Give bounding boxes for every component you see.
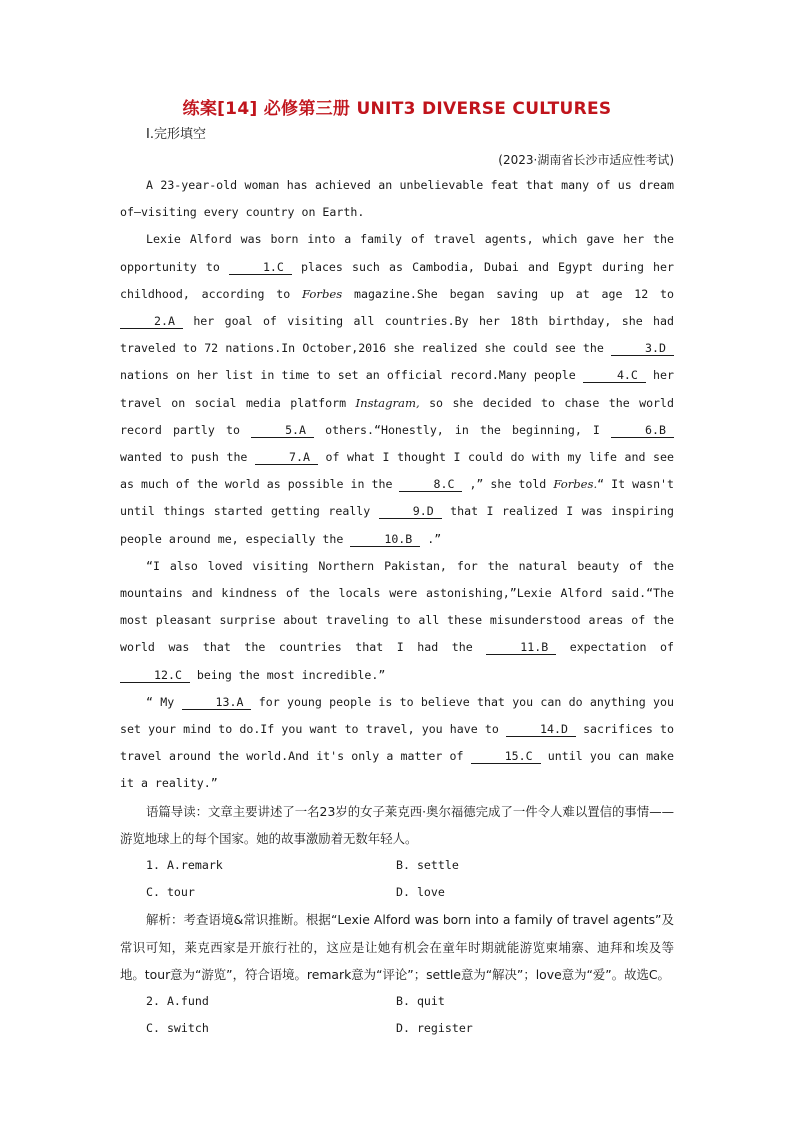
text: sacrifices to travel around the world.And it's only a matter of — [120, 722, 674, 764]
text: of what I thought I could do with my life and see as much of the world as possible in the — [120, 450, 674, 492]
blank-answer-5: 5.A — [251, 423, 314, 438]
text: “ It wasn't until things started getting really — [120, 477, 675, 519]
analysis-1: 解析：考查语境&常识推断。根据“Lexie Alford was born into a family of travel agents”及常识可知，莱克西家是开旅行社的，这应是让她有机会在童年时期就能游览柬埔寨、迪拜和埃及等地。tour意为“游览”，符合语境。remark意为“评论”；settle意为“解决”；love意为“爱”。故选C。 — [120, 912, 674, 982]
text: for young people is to believe that you can do anything you set your mind to do.If you want to travel, you have to — [120, 694, 674, 737]
blank-answer-1: 1.C — [229, 260, 292, 275]
text: “I also loved visiting Northern Pakistan, for the natural beauty of the mountains and kindness of the locals were astonishing,”Lexie Alford said.“The most pleasant surprise about traveling to all these misunderstood areas of the world was that the countries that I had the — [120, 558, 674, 655]
blank-answer-2: 2.A — [120, 314, 183, 329]
text: her travel on social media platform — [120, 368, 674, 410]
passage-paragraph-3 — [120, 553, 674, 689]
option-2d: D. register — [396, 1021, 473, 1036]
question-2-options-row-2 — [120, 1015, 674, 1042]
blank-answer-11: 11.B — [486, 640, 556, 655]
text: that I realized I was inspiring people around me, especially the — [120, 504, 674, 546]
option-2b: B. quit — [396, 994, 445, 1009]
option-2a: 2. A.fund — [146, 994, 209, 1009]
text: so she decided to chase the world record partly to — [120, 395, 674, 437]
text: expectation of — [556, 640, 675, 655]
text: “ My — [146, 694, 182, 709]
option-1c: C. tour — [146, 885, 195, 900]
text: nations on her list in time to set an official record.Many people — [120, 368, 583, 383]
blank-answer-12: 12.C — [120, 668, 190, 683]
page-title: 练案[14] 必修第三册 UNIT3 DIVERSE CULTURES — [182, 99, 612, 119]
page — [120, 96, 674, 1042]
question-1-options-row-2 — [120, 879, 674, 906]
text: wanted to push the — [120, 450, 255, 465]
option-2c: C. switch — [146, 1021, 209, 1036]
question-1-options-row-1 — [120, 852, 674, 879]
text: places such as Cambodia, Dubai and Egypt during her childhood, according to — [120, 259, 674, 301]
blank-answer-15: 15.C — [471, 749, 541, 764]
blank-answer-6: 6.B — [611, 423, 674, 438]
exam-source: (2023·湖南省长沙市适应性考试) — [498, 153, 674, 167]
italic-term: Forbes — [302, 286, 343, 301]
blank-answer-10: 10.B — [350, 532, 420, 547]
passage-paragraph-2 — [120, 226, 674, 552]
blank-answer-8: 8.C — [399, 477, 462, 492]
italic-term: Forbes. — [553, 477, 598, 492]
question-2-options-row-1 — [120, 988, 674, 1015]
text: magazine.She began saving up at age 12 to — [342, 286, 674, 301]
blank-answer-14: 14.D — [506, 722, 576, 737]
passage-guide: 语篇导读：文章主要讲述了一名23岁的女子莱克西·奥尔福德完成了一件令人难以置信的事情——游览地球上的每个国家。她的故事激励着无数年轻人。 — [120, 803, 674, 846]
blank-answer-7: 7.A — [255, 450, 318, 465]
text: Lexie Alford was born into a family of travel agents, which gave her the opportunity to — [120, 232, 674, 274]
text: ,” she told — [462, 477, 554, 492]
text: .” — [420, 531, 442, 546]
blank-answer-3: 3.D — [611, 341, 674, 356]
text: being the most incredible.” — [189, 667, 386, 682]
blank-answer-4: 4.C — [583, 368, 646, 383]
text: until you can make it a reality.” — [120, 749, 674, 791]
option-1a: 1. A.remark — [146, 858, 223, 873]
italic-term: Instagram, — [355, 395, 420, 410]
section-heading: Ⅰ.完形填空 — [146, 127, 206, 142]
blank-answer-13: 13.A — [182, 695, 252, 710]
passage-paragraph-1: A 23-year-old woman has achieved an unbelievable feat that many of us dream of—visiting every country on Earth. — [120, 178, 674, 220]
passage-paragraph-4 — [120, 689, 674, 798]
option-1d: D. love — [396, 885, 445, 900]
text: her goal of visiting all countries.By her 18th birthday, she had traveled to 72 nations.In October,2016 she realized she could see the — [120, 314, 674, 356]
blank-answer-9: 9.D — [379, 504, 442, 519]
text: others.“Honestly, in the beginning, I — [314, 422, 612, 437]
option-1b: B. settle — [396, 858, 459, 873]
